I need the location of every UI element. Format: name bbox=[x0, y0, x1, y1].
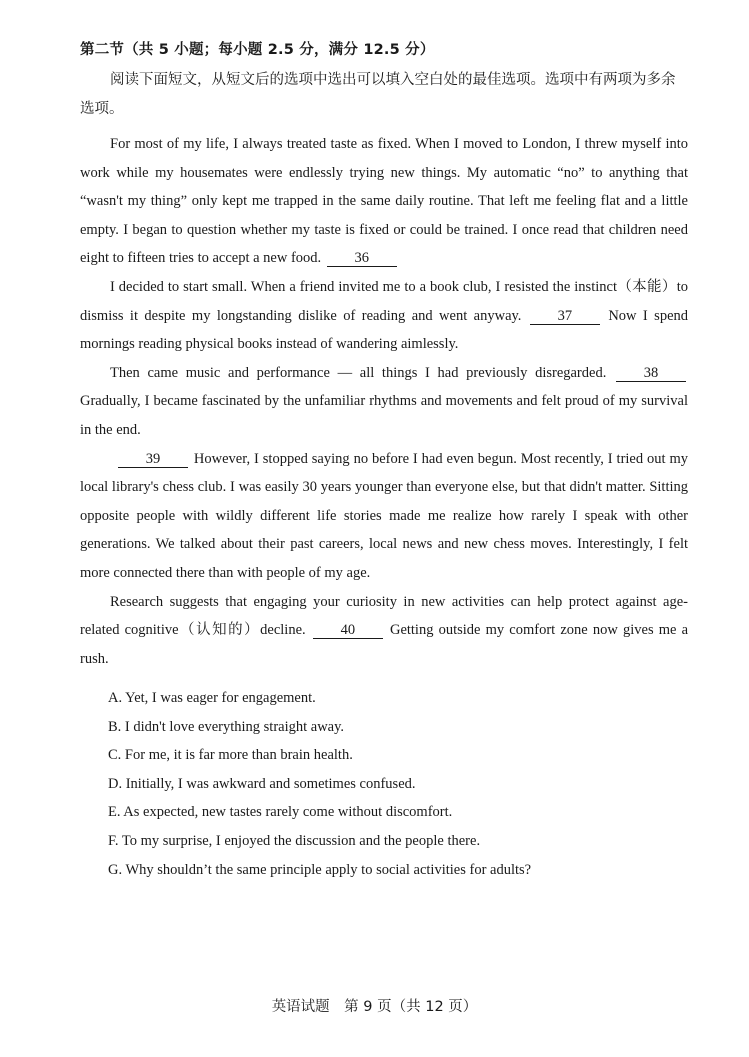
page-footer: 英语试题 第 9 页（共 12 页） bbox=[271, 999, 478, 1015]
blank-37: 37 bbox=[530, 308, 600, 325]
option-f: F. To my surprise, I enjoyed the discussion and the people there. bbox=[108, 832, 481, 849]
paragraph-text: For most of my life, I always treated taste as fixed. When I moved to London, I threw myself into work while my housemates were endlessly trying new things. My automatic “no” to anything that “wasn't my thing” only kept me trapped in the same daily routine. That left me feeling flat and a little empty. I began to question whether my taste is fixed or could be trained. I once read that children need eight to fifteen tries to accept a new food. bbox=[80, 136, 688, 267]
passage-paragraph-5 bbox=[80, 588, 688, 674]
section-heading: 第二节（共 5 小题；每小题 2.5 分，满分 12.5 分） bbox=[80, 42, 435, 58]
option-c: C. For me, it is far more than brain health. bbox=[108, 747, 353, 764]
paragraph-text: Gradually, I became fascinated by the unfamiliar rhythms and movements and felt proud of my survival in the end. bbox=[80, 393, 688, 438]
option-b: B. I didn't love everything straight away. bbox=[108, 718, 345, 735]
passage-paragraph-4 bbox=[80, 445, 688, 588]
paragraph-text: I decided to start small. When a friend invited me to a book club, I resisted the instinct（本能）to dismiss it despite my longstanding dislike of reading and went anyway. bbox=[80, 278, 688, 324]
option-g: G. Why shouldn’t the same principle apply to social activities for adults? bbox=[108, 861, 532, 878]
option-e: E. As expected, new tastes rarely come without discomfort. bbox=[108, 804, 453, 821]
option-a: A. Yet, I was eager for engagement. bbox=[108, 690, 316, 706]
blank-36: 36 bbox=[327, 250, 397, 267]
paragraph-text: Research suggests that engaging your curiosity in new activities can help protect against age-related cognitive（认知的）decline. bbox=[80, 593, 688, 639]
blank-40: 40 bbox=[313, 622, 383, 639]
answer-options bbox=[108, 684, 531, 884]
paragraph-text: However, I stopped saying no before I had even begun. Most recently, I tried out my local library's chess club. I was easily 30 years younger than everyone else, but that didn't matter. Sitting opposite people with wildly different life stories made me realize how rarely I speak with other generations. We talked about their past careers, local news and new chess moves. Interestingly, I felt more connected there than with people of my age. bbox=[80, 450, 689, 581]
paragraph-text: Then came music and performance — all things I had previously disregarded. bbox=[110, 364, 607, 381]
paragraph-text: Now I spend mornings reading physical books instead of wandering aimlessly. bbox=[80, 307, 689, 353]
passage-paragraph-1 bbox=[80, 130, 688, 273]
paragraph-text: Getting outside my comfort zone now gives me a rush. bbox=[80, 622, 689, 667]
blank-39: 39 bbox=[118, 451, 188, 468]
blank-38: 38 bbox=[616, 365, 686, 382]
passage-paragraph-2 bbox=[80, 273, 688, 359]
section-instructions: 阅读下面短文，从短文后的选项中选出可以填入空白处的最佳选项。选项中有两项为多余选项。 bbox=[80, 72, 676, 117]
passage-paragraph-3 bbox=[80, 359, 688, 445]
reading-passage bbox=[80, 130, 688, 673]
option-d: D. Initially, I was awkward and sometimes confused. bbox=[108, 775, 416, 792]
